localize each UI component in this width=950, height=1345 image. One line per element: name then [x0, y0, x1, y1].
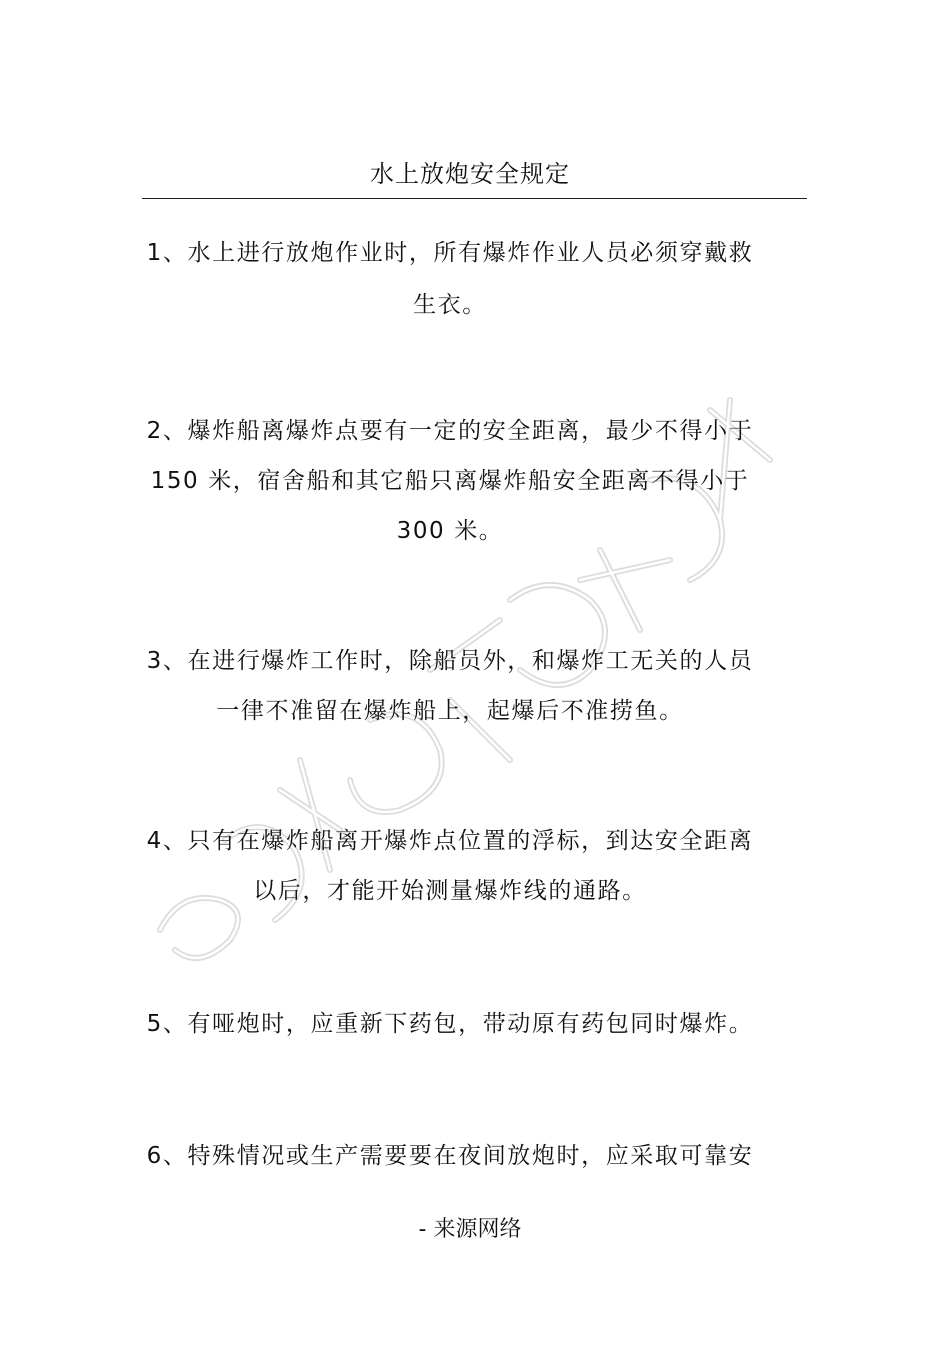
paragraph-line: 以后，才能开始测量爆炸线的通路。: [253, 878, 647, 904]
rule-paragraph-3: [140, 636, 760, 736]
rule-paragraph-5: [140, 999, 760, 1049]
page-footer: - 来源网络: [418, 1217, 522, 1242]
paragraph-line: 5、有哑炮时，应重新下药包，带动原有药包同时爆炸。: [146, 1011, 754, 1037]
paragraph-line: 300 米。: [396, 518, 504, 544]
paragraph-line: 1、水上进行放炮作业时，所有爆炸作业人员必须穿戴救: [146, 240, 754, 266]
paragraph-line: 3、在进行爆炸工作时，除船员外，和爆炸工无关的人员: [146, 648, 754, 674]
paragraph-line: 150 米，宿舍船和其它船只离爆炸船安全距离不得小于: [150, 468, 750, 494]
rule-paragraph-2: [140, 406, 760, 556]
rule-paragraph-4: [140, 816, 760, 916]
paragraph-line: 4、只有在爆炸船离开爆炸点位置的浮标，到达安全距离: [146, 828, 754, 854]
paragraph-line: 一律不准留在爆炸船上，起爆后不准捞鱼。: [216, 698, 684, 724]
document-title: 水上放炮安全规定: [370, 160, 570, 188]
rule-paragraph-6: [140, 1131, 760, 1181]
paragraph-line: 2、爆炸船离爆炸点要有一定的安全距离，最少不得小于: [146, 418, 754, 444]
paragraph-line: 生衣。: [413, 292, 487, 318]
title-divider: [142, 198, 807, 199]
paragraph-line: 6、特殊情况或生产需要要在夜间放炮时，应采取可靠安: [146, 1143, 754, 1169]
rule-paragraph-1: [140, 227, 760, 331]
